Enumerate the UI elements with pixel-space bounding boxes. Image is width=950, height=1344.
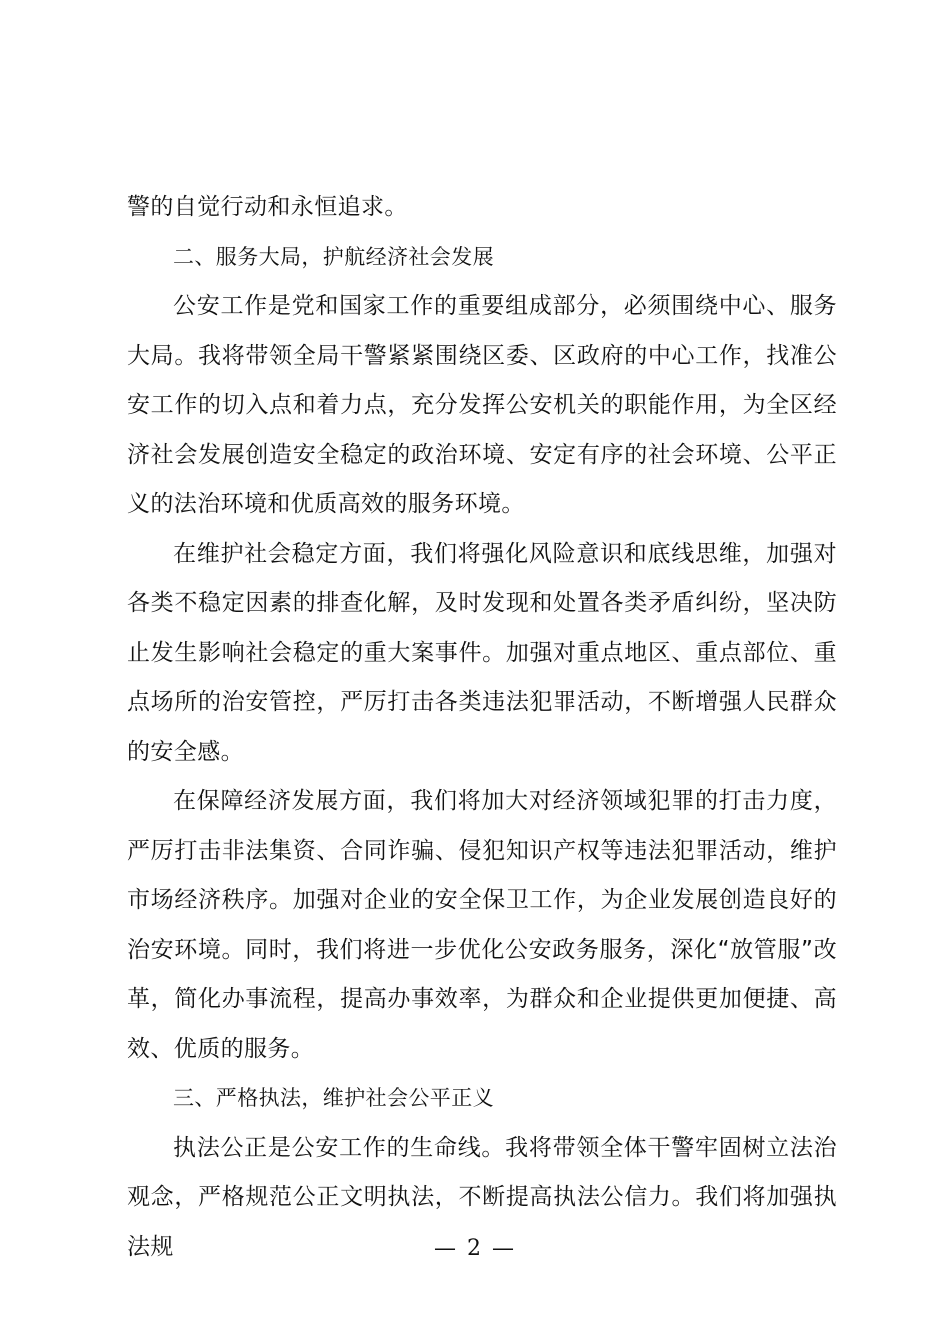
paragraph-social-stability: 在维护社会稳定方面，我们将强化风险意识和底线思维，加强对各类不稳定因素的排查化解，及时发现和处置各类矛盾纠纷，坚决防止发生影响社会稳定的重大案事件。加强对重点地区、重点部位、重点场所的治安管控，严厉打击各类违法犯罪活动，不断增强人民群众的安全感。 — [127, 540, 837, 765]
paragraph-service-overview: 公安工作是党和国家工作的重要组成部分，必须围绕中心、服务大局。我将带领全局干警紧紧围绕区委、区政府的中心工作，找准公安工作的切入点和着力点，充分发挥公安机关的职能作用，为全区经济社会发展创造安全稳定的政治环境、安定有序的社会环境、公平正义的法治环境和优质高效的服务环境。 — [127, 293, 837, 517]
paragraph-law-enforcement: 执法公正是公安工作的生命线。我将带领全体干警牢固树立法治观念，严格规范公正文明执法，不断提高执法公信力。我们将加强执法规 — [127, 1134, 837, 1260]
section-heading-3: 三、严格执法，维护社会公平正义 — [173, 1086, 494, 1110]
document-body — [127, 183, 837, 1272]
paragraph-economic-development: 在保障经济发展方面，我们将加大对经济领域犯罪的打击力度，严厉打击非法集资、合同诈骗、侵犯知识产权等违法犯罪活动，维护市场经济秩序。加强对企业的安全保卫工作，为企业发展创造良好的治安环境。同时，我们将进一步优化公安政务服务，深化“放管服”改革，简化办事流程，提高办事效率，为群众和企业提供更加便捷、高效、优质的服务。 — [127, 788, 837, 1062]
page-number: — 2 — — [434, 1236, 516, 1261]
section-heading-2: 二、服务大局，护航经济社会发展 — [173, 244, 494, 269]
paragraph-continuation: 警的自觉行动和永恒追求。 — [127, 194, 408, 220]
